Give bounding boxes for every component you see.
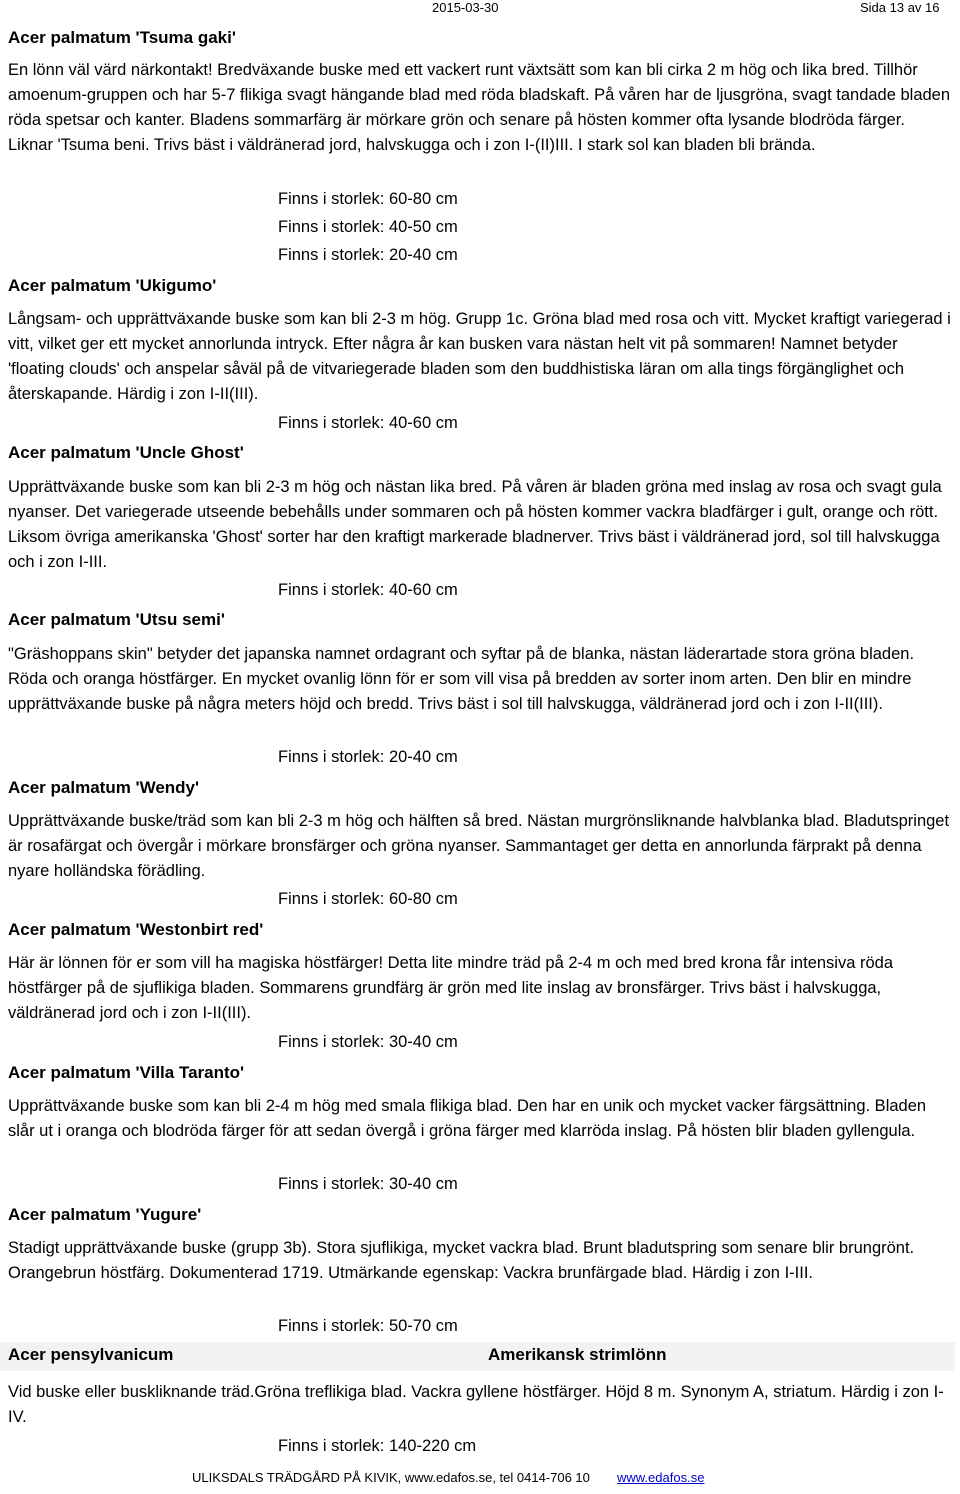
header-page-number: Sida 13 av 16 bbox=[860, 0, 940, 15]
entry-description: Upprättväxande buske som kan bli 2-3 m hög och nästan lika bred. På våren är bladen gröna med inslag av rosa och svagt gula nyanser. Det variegerade utseende bebehålls under sommaren och på hösten kommer vackra bladfärger i gult, orange och rött. Liksom övriga amerikanska 'Ghost' sorter har den kraftigt markerade bladnerver. Trivs bäst i väldränerad jord, sol till halvskugga och i zon I-III. bbox=[8, 478, 942, 571]
entry-description: Upprättväxande buske/träd som kan bli 2-3 m hög och hälften så bred. Nästan murgrönsliknande halvblanka blad. Bladutspringet är rosafärgat och övergår i mörkare bronsfärger och gröna nyanser. Sammantaget ger detta en annorlunda färprakt på denna nyare holländska förädling. bbox=[8, 812, 950, 880]
header-date: 2015-03-30 bbox=[432, 0, 499, 15]
entry-title: Acer palmatum 'Ukigumo' bbox=[8, 276, 217, 295]
entry-size: Finns i storlek: 60-80 cm bbox=[278, 890, 458, 908]
entry-description: Upprättväxande buske som kan bli 2-4 m hög med smala flikiga blad. Den har en unik och mycket vacker färgsättning. Bladen slår ut i oranga och blodröda färger för att sedan övergå i gröna färger med klarröda inslag. På hösten blir bladen gyllengula. bbox=[8, 1097, 927, 1140]
entry-size: Finns i storlek: 20-40 cm bbox=[278, 246, 458, 264]
entry-common-name: Amerikansk strimlönn bbox=[488, 1345, 667, 1364]
entry-description: Vid buske eller buskliknande träd.Gröna treflikiga blad. Vackra gyllene höstfärger. Höjd 8 m. Synonym A, striatum. Härdig i zon I-IV. bbox=[8, 1383, 944, 1426]
entry-description: Långsam- och upprättväxande buske som kan bli 2-3 m hög. Grupp 1c. Gröna blad med rosa och vitt. Mycket kraftigt variegerad i vitt, vilket ger ett mycket annorlunda intryck. Efter några år kan busken vara nästan helt vit på sommaren! Namnet betyder 'floating clouds' och anspelar såväl på de vitvariegerade bladen som den buddhistiska läran om alla tings förgänglighet och återskapande. Härdig i zon I-II(III). bbox=[8, 310, 951, 403]
entry-size: Finns i storlek: 20-40 cm bbox=[278, 748, 458, 766]
entry-title: Acer pensylvanicum bbox=[8, 1345, 174, 1364]
footer-link[interactable]: www.edafos.se bbox=[617, 1470, 705, 1485]
entry-size: Finns i storlek: 40-60 cm bbox=[278, 414, 458, 432]
entry-description: En lönn väl värd närkontakt! Bredväxande buske med ett vackert runt växtsätt som kan bli cirka 2 m hög och lika bred. Tillhör amoenum-gruppen och har 5-7 flikiga svagt hängande blad med röda bladskaft. På våren har de ljusgröna, svagt tandade bladen röda spetsar och kanter. Bladens sommarfärg är mörkare grön och senare på hösten kommer ofta lysande blodröda färger. Liknar 'Tsuma beni. Trivs bäst i väldränerad jord, halvskugga och i zon I-(II)III. I stark sol kan bladen bli brända. bbox=[8, 61, 951, 154]
footer-text: ULIKSDALS TRÄDGÅRD PÅ KIVIK, www.edafos.se, tel 0414-706 10 bbox=[192, 1470, 590, 1485]
entry-title: Acer palmatum 'Villa Taranto' bbox=[8, 1063, 245, 1082]
entry-title: Acer palmatum 'Tsuma gaki' bbox=[8, 28, 236, 47]
entry-description: Här är lönnen för er som vill ha magiska höstfärger! Detta lite mindre träd på 2-4 m och med bred krona får intensiva röda höstfärger på de sjuflikiga bladen. Sommarens grundfärg är grön med lite inslag av bronsfärger. Trivs bäst i halvskugga, väldränerad jord och i zon I-II(III). bbox=[8, 954, 893, 1022]
entry-title: Acer palmatum 'Yugure' bbox=[8, 1205, 202, 1224]
entry-size: Finns i storlek: 140-220 cm bbox=[278, 1437, 477, 1455]
entry-size: Finns i storlek: 60-80 cm bbox=[278, 190, 458, 208]
entry-description: Stadigt upprättväxande buske (grupp 3b). Stora sjuflikiga, mycket vackra blad. Brunt bladutspring som senare blir brungrönt. Orangebrun höstfärg. Dokumenterad 1719. Utmärkande egenskap: Vackra brunfärgade blad. Härdig i zon I-III. bbox=[8, 1239, 915, 1282]
entry-description: "Gräshoppans skin" betyder det japanska namnet ordagrant och syftar på de blanka, nästan läderartade stora gröna bladen. Röda och oranga höstfärger. En mycket ovanlig lönn för er som vill visa på bredden av sorter inom arten. Den blir en mindre upprättväxande buske på några meters höjd och bredd. Trivs bäst i sol till halvskugga, väldränerad jord och i zon I-II(III). bbox=[8, 645, 915, 713]
entry-title: Acer palmatum 'Utsu semi' bbox=[8, 610, 225, 629]
entry-size: Finns i storlek: 40-50 cm bbox=[278, 218, 458, 236]
entry-title: Acer palmatum 'Westonbirt red' bbox=[8, 920, 264, 939]
entry-title: Acer palmatum 'Wendy' bbox=[8, 778, 200, 797]
entry-title: Acer palmatum 'Uncle Ghost' bbox=[8, 443, 244, 462]
entry-size: Finns i storlek: 40-60 cm bbox=[278, 581, 458, 599]
entry-size: Finns i storlek: 30-40 cm bbox=[278, 1175, 458, 1193]
entry-size: Finns i storlek: 50-70 cm bbox=[278, 1317, 458, 1335]
entry-size: Finns i storlek: 30-40 cm bbox=[278, 1033, 458, 1051]
